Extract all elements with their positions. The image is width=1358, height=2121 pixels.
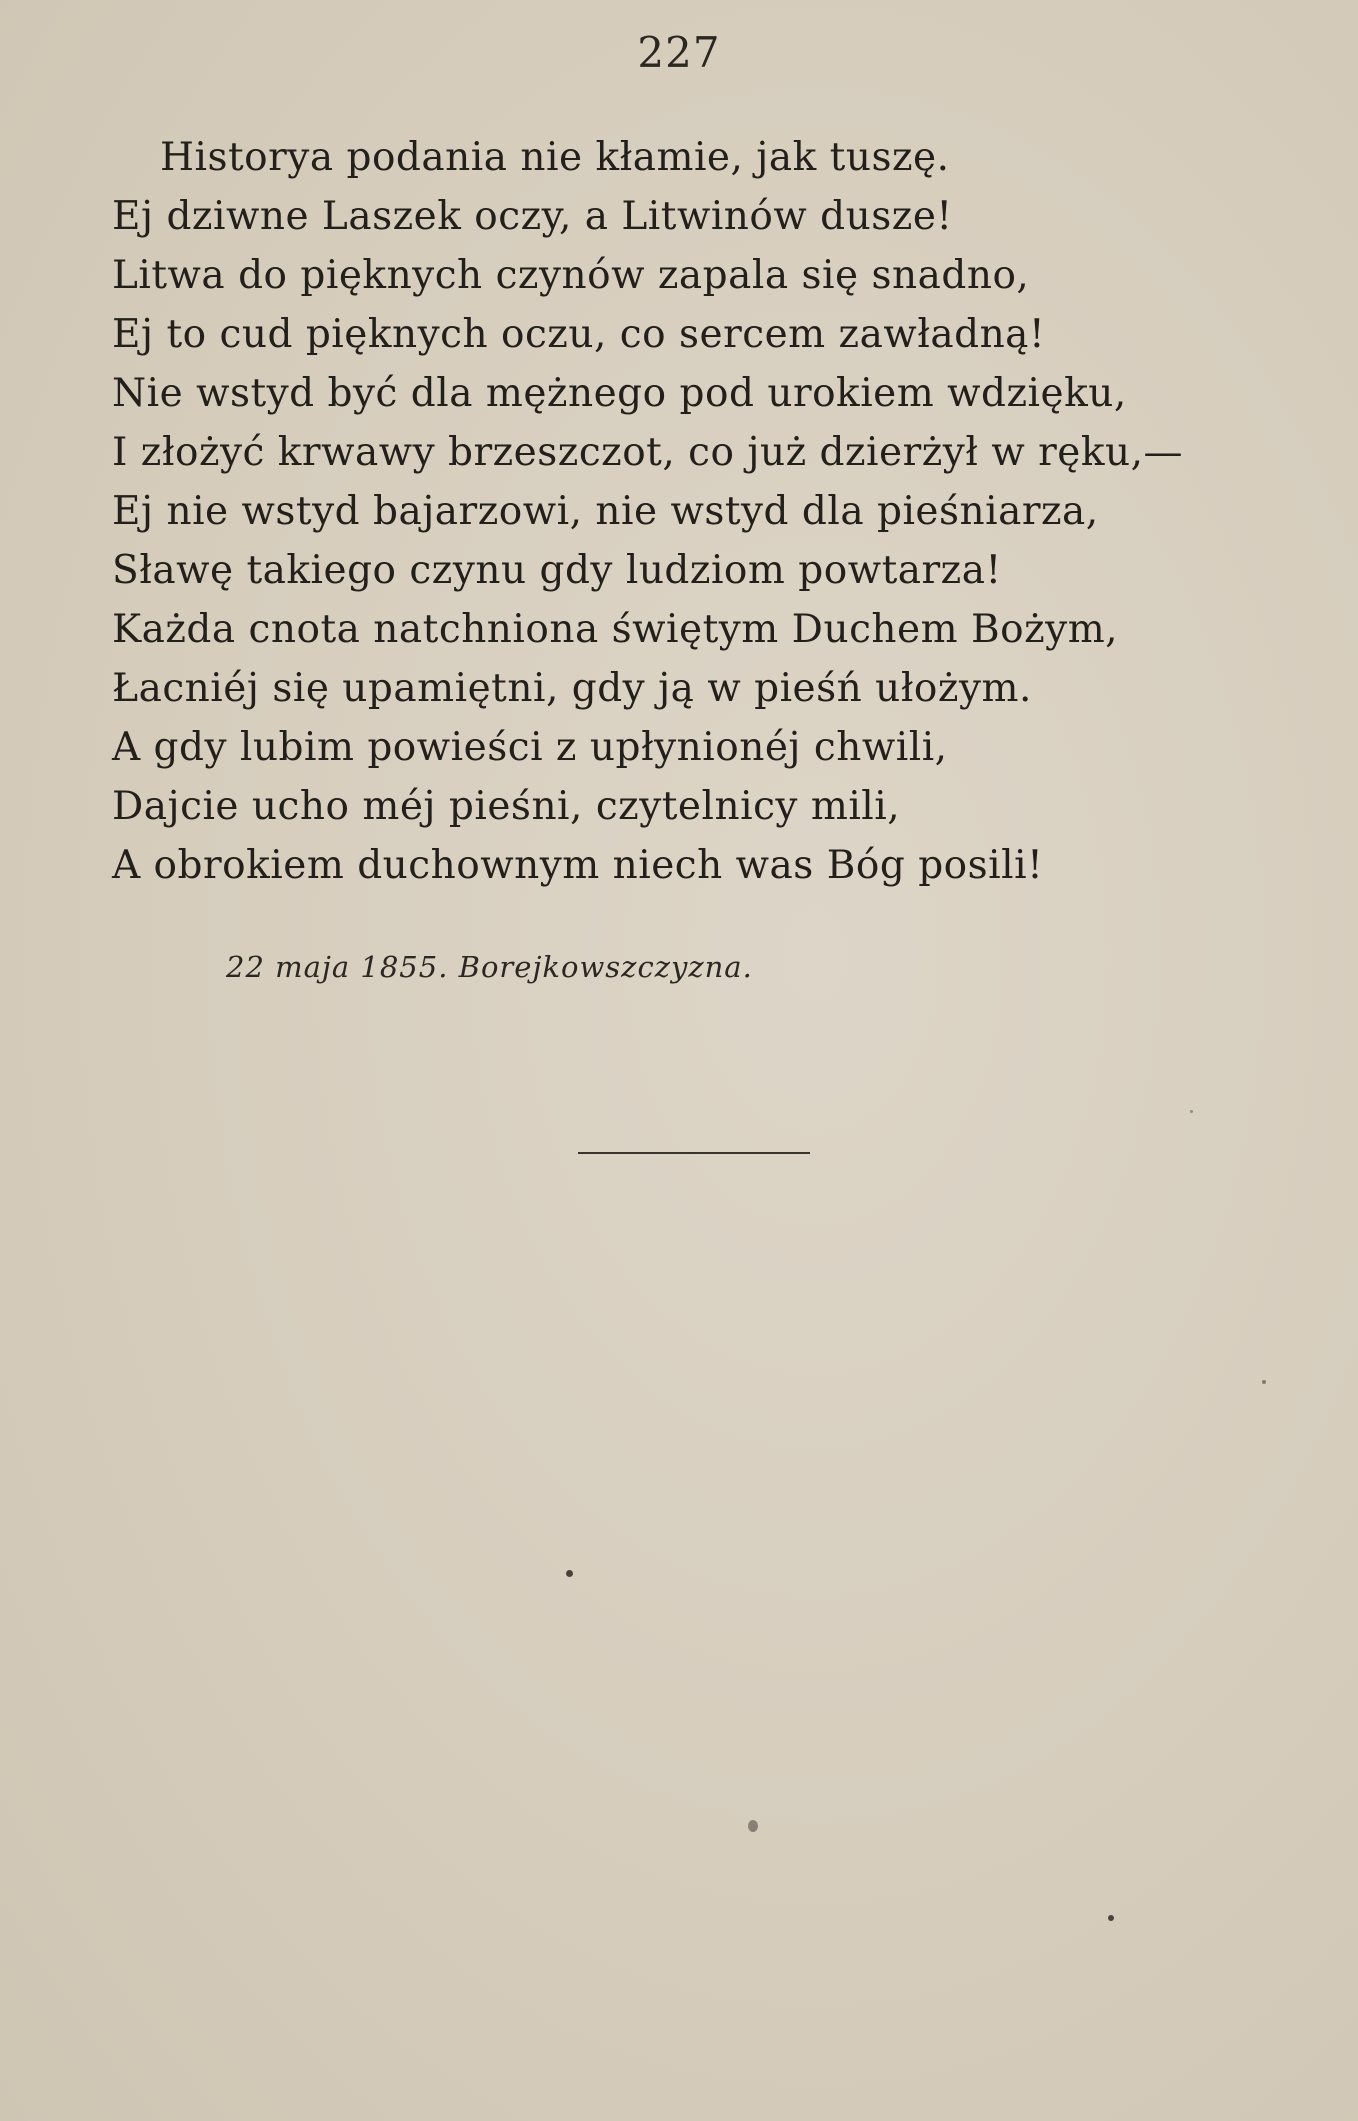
date-place-signature: 22 maja 1855. Borejkowszczyzna. (226, 950, 753, 984)
poem-line: Ej dziwne Laszek oczy, a Litwinów dusze! (112, 194, 953, 239)
poem-line: Nie wstyd być dla mężnego pod urokiem wdzięku, (112, 371, 1127, 416)
paper-speck (748, 1820, 758, 1832)
paper-speck (1108, 1915, 1114, 1921)
poem-line: Historya podania nie kłamie, jak tuszę. (160, 135, 950, 180)
poem-line: Dajcie ucho méj pieśni, czytelnicy mili, (112, 784, 901, 829)
poem-line: Sławę takiego czynu gdy ludziom powtarza! (112, 548, 1002, 593)
paper-speck (566, 1570, 573, 1577)
poem-line: A obrokiem duchownym niech was Bóg posili! (112, 843, 1044, 888)
poem-line: A gdy lubim powieści z upłynionéj chwili, (112, 725, 948, 770)
poem-stanza (112, 128, 1312, 895)
poem-line: I złożyć krwawy brzeszczot, co już dzierżył w ręku,— (112, 430, 1184, 475)
poem-line: Ej nie wstyd bajarzowi, nie wstyd dla pieśniarza, (112, 489, 1099, 534)
paper-speck (1262, 1380, 1266, 1384)
poem-line: Łacniéj się upamiętni, gdy ją w pieśń ułożym. (112, 666, 1032, 711)
paper-speck (1190, 1110, 1193, 1113)
poem-line: Każda cnota natchniona świętym Duchem Bożym, (112, 607, 1119, 652)
page-number: 227 (637, 28, 721, 77)
poem-line: Litwa do pięknych czynów zapala się snadno, (112, 253, 1030, 298)
section-end-rule (578, 1152, 810, 1154)
poem-line: Ej to cud pięknych oczu, co sercem zawładną! (112, 312, 1046, 357)
